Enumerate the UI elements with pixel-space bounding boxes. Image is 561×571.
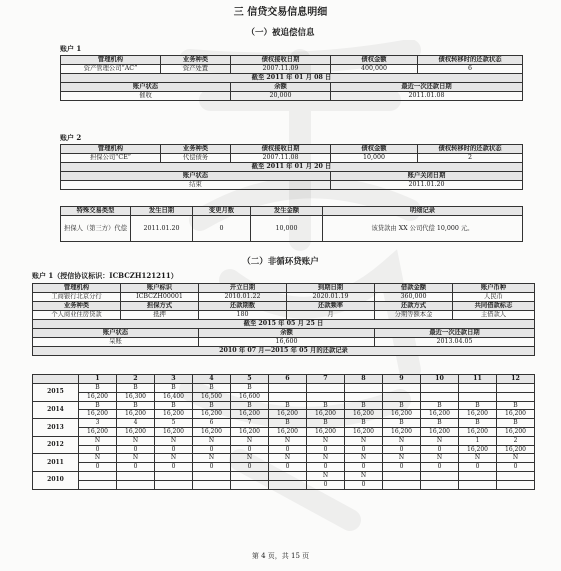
header-cell: 明细记录	[323, 207, 523, 216]
amount-cell: 16,200	[307, 427, 345, 436]
header-cell: 还款期数	[199, 302, 287, 311]
header-cell: 账户标识	[121, 284, 199, 293]
status-cell: N	[269, 436, 307, 445]
status-cell: B	[307, 401, 345, 410]
amount-cell: 0	[231, 445, 269, 454]
header-cell: 债权转移时的还款状态	[418, 145, 523, 154]
status-cell: N	[117, 436, 155, 445]
header-cell: 账户关闭日期	[331, 172, 523, 181]
status-cell: N	[193, 436, 231, 445]
amount-cell: 0	[155, 445, 193, 454]
amount-cell: 16,200	[421, 410, 459, 419]
data-cell: 个人商业住房贷款	[33, 311, 121, 320]
status-cell: N	[307, 454, 345, 463]
status-cell	[231, 471, 269, 480]
header-cell: 业务种类	[161, 56, 231, 65]
status-cell: B	[79, 401, 117, 410]
header-cell: 还款频率	[287, 302, 375, 311]
status-cell	[383, 384, 421, 393]
as-of-date: 截至 2011 年 01 月 20 日	[61, 163, 523, 172]
as-of-date: 截至 2011 年 01 月 08 日	[61, 74, 523, 83]
month-header: 6	[269, 375, 307, 384]
year-amount-row	[33, 463, 535, 472]
data-cell: 代偿债务	[161, 154, 231, 163]
year-status-row	[33, 471, 535, 480]
amount-cell: 16,200	[307, 410, 345, 419]
header-cell: 变更月数	[193, 207, 251, 216]
amount-cell	[117, 480, 155, 489]
status-cell: B	[497, 401, 535, 410]
header-cell: 业务种类	[161, 145, 231, 154]
header-cell: 发生金额	[251, 207, 323, 216]
status-cell: 7	[231, 419, 269, 428]
status-cell: 5	[155, 419, 193, 428]
status-cell: N	[383, 454, 421, 463]
amount-cell: 0	[345, 445, 383, 454]
amount-cell	[421, 392, 459, 401]
amount-cell	[79, 480, 117, 489]
amount-cell: 0	[307, 480, 345, 489]
header-cell: 余额	[199, 329, 375, 338]
status-cell	[497, 471, 535, 480]
status-cell: B	[421, 401, 459, 410]
amount-cell: 0	[231, 463, 269, 472]
status-cell: B	[421, 419, 459, 428]
status-cell: N	[79, 436, 117, 445]
header-cell: 开立日期	[199, 284, 287, 293]
amount-cell: 0	[269, 463, 307, 472]
header-cell: 最近一次还款日期	[331, 83, 523, 92]
header-cell: 借款金额	[375, 284, 453, 293]
amount-cell: 0	[307, 463, 345, 472]
month-header: 1	[79, 375, 117, 384]
status-cell: B	[155, 401, 193, 410]
year-label: 2013	[33, 419, 79, 437]
status-cell: 1	[459, 436, 497, 445]
header-cell: 还款方式	[375, 302, 453, 311]
status-cell: B	[117, 401, 155, 410]
status-cell: B	[269, 419, 307, 428]
status-cell: 6	[193, 419, 231, 428]
section-title: 三 信贷交易信息明细	[233, 7, 328, 18]
year-label: 2014	[33, 401, 79, 419]
page-footer: 第 4 页，共 15 页	[251, 552, 310, 560]
data-cell: 2	[418, 154, 523, 163]
status-cell: B	[345, 401, 383, 410]
year-amount-row	[33, 445, 535, 454]
status-cell	[307, 384, 345, 393]
status-cell: B	[193, 401, 231, 410]
status-cell	[383, 471, 421, 480]
year-status-row	[33, 436, 535, 445]
amount-cell	[269, 392, 307, 401]
status-cell: B	[79, 384, 117, 393]
amount-cell: 0	[117, 463, 155, 472]
year-label: 2011	[33, 454, 79, 472]
amount-cell: 0	[79, 463, 117, 472]
status-cell: B	[345, 419, 383, 428]
status-cell	[269, 384, 307, 393]
status-cell	[459, 471, 497, 480]
year-amount-row	[33, 392, 535, 401]
amount-cell: 16,200	[383, 427, 421, 436]
header-cell: 管理机构	[61, 56, 161, 65]
data-cell: 2020.01.19	[287, 293, 375, 302]
year-status-row	[33, 419, 535, 428]
month-header: 3	[155, 375, 193, 384]
amount-cell: 16,200	[155, 410, 193, 419]
amount-cell	[345, 392, 383, 401]
data-cell: 6	[418, 65, 523, 74]
status-cell: N	[307, 436, 345, 445]
data-cell: 180	[199, 311, 287, 320]
status-cell: N	[155, 454, 193, 463]
amount-cell	[497, 480, 535, 489]
amount-cell: 16,200	[459, 410, 497, 419]
amount-cell: 16,400	[155, 392, 193, 401]
status-cell: B	[231, 401, 269, 410]
status-cell	[117, 471, 155, 480]
data-cell: 400,000	[331, 65, 418, 74]
amount-cell	[459, 480, 497, 489]
amount-cell	[269, 480, 307, 489]
month-header: 12	[497, 375, 535, 384]
status-cell: B	[497, 419, 535, 428]
data-cell: 月	[287, 311, 375, 320]
data-cell: 担保人（第三方）代偿	[61, 216, 131, 242]
header-cell: 管理机构	[33, 284, 121, 293]
status-cell: N	[345, 454, 383, 463]
amount-cell: 0	[193, 463, 231, 472]
part1-title: （一）被追偿信息	[246, 28, 315, 38]
amount-cell: 0	[155, 463, 193, 472]
data-cell: 0	[193, 216, 251, 242]
month-header: 2	[117, 375, 155, 384]
header-cell: 担保方式	[121, 302, 199, 311]
status-cell: B	[383, 401, 421, 410]
data-cell: 20,000	[231, 92, 331, 101]
data-cell: 催收	[61, 92, 231, 101]
data-cell: ICBCZH00001	[121, 293, 199, 302]
year-label: 2015	[33, 384, 79, 402]
amount-cell: 0	[345, 463, 383, 472]
status-cell: 4	[117, 419, 155, 428]
year-status-row	[33, 454, 535, 463]
status-cell: N	[307, 471, 345, 480]
data-cell: 2011.01.20	[131, 216, 193, 242]
data-cell: 2011.01.08	[331, 92, 523, 101]
data-cell: 2011.01.20	[331, 181, 523, 190]
amount-cell: 16,200	[193, 410, 231, 419]
amount-cell: 16,200	[117, 427, 155, 436]
data-cell: 该贷款由 XX 公司代偿 10,000 元。	[323, 216, 523, 242]
status-cell: N	[345, 436, 383, 445]
header-cell: 账户状态	[33, 329, 199, 338]
amount-cell: 0	[193, 445, 231, 454]
status-cell: N	[459, 454, 497, 463]
data-cell: 抵押	[121, 311, 199, 320]
loan-account-table	[32, 283, 535, 356]
amount-cell	[497, 392, 535, 401]
header-cell: 账户状态	[61, 83, 231, 92]
status-cell	[421, 471, 459, 480]
special-transaction-table	[60, 206, 523, 242]
status-cell: N	[383, 436, 421, 445]
account2-label: 账户 2	[60, 133, 82, 142]
status-cell	[421, 384, 459, 393]
data-cell: 人民币	[453, 293, 535, 302]
month-header-row	[33, 375, 535, 384]
status-cell: N	[231, 454, 269, 463]
data-cell: 结束	[61, 181, 331, 190]
amount-cell: 16,600	[231, 392, 269, 401]
status-cell	[459, 384, 497, 393]
status-cell: B	[231, 384, 269, 393]
amount-cell	[383, 480, 421, 489]
data-cell: 工商银行北京分行	[33, 293, 121, 302]
status-cell: B	[383, 419, 421, 428]
amount-cell: 16,200	[79, 410, 117, 419]
amount-cell: 16,200	[345, 410, 383, 419]
status-cell	[193, 471, 231, 480]
amount-cell: 0	[421, 445, 459, 454]
status-cell: N	[79, 454, 117, 463]
status-cell	[345, 384, 383, 393]
amount-cell: 0	[459, 463, 497, 472]
header-cell: 债权接收日期	[231, 145, 331, 154]
status-cell: N	[421, 436, 459, 445]
repayment-record-grid	[32, 374, 535, 490]
data-cell: 2010.01.22	[199, 293, 287, 302]
data-cell: 资产管理公司“AC”	[61, 65, 161, 74]
amount-cell: 16,300	[117, 392, 155, 401]
year-amount-row	[33, 410, 535, 419]
data-cell: 2007.11.09	[231, 65, 331, 74]
status-cell: N	[421, 454, 459, 463]
year-label: 2010	[33, 471, 79, 489]
amount-cell: 0	[79, 445, 117, 454]
amount-cell: 16,200	[421, 427, 459, 436]
month-header: 8	[345, 375, 383, 384]
status-cell: N	[345, 471, 383, 480]
status-cell: B	[459, 401, 497, 410]
data-cell: 担保公司“CE”	[61, 154, 161, 163]
data-cell: 10,000	[331, 154, 418, 163]
year-amount-row	[33, 480, 535, 489]
amount-cell: 0	[307, 445, 345, 454]
amount-cell: 16,200	[231, 427, 269, 436]
amount-cell	[193, 480, 231, 489]
amount-cell: 0	[269, 445, 307, 454]
status-cell: N	[269, 454, 307, 463]
status-cell: 2	[497, 436, 535, 445]
status-cell: B	[117, 384, 155, 393]
header-cell: 余额	[231, 83, 331, 92]
amount-cell: 0	[497, 463, 535, 472]
year-status-row	[33, 384, 535, 393]
month-header: 4	[193, 375, 231, 384]
data-cell: 2013.04.05	[375, 338, 535, 347]
amount-cell: 0	[117, 445, 155, 454]
header-cell: 账户状态	[61, 172, 331, 181]
amount-cell: 16,200	[383, 410, 421, 419]
status-cell: N	[497, 454, 535, 463]
amount-cell	[231, 480, 269, 489]
status-cell: 3	[79, 419, 117, 428]
header-cell: 账户币种	[453, 284, 535, 293]
amount-cell: 16,200	[193, 427, 231, 436]
header-cell: 债权金额	[331, 56, 418, 65]
amount-cell	[307, 392, 345, 401]
status-cell: N	[193, 454, 231, 463]
amount-cell	[459, 392, 497, 401]
amount-cell: 16,500	[193, 392, 231, 401]
header-cell: 特殊交易类型	[61, 207, 131, 216]
data-cell: 主借款人	[453, 311, 535, 320]
data-cell: 分期等额本金	[375, 311, 453, 320]
status-cell: B	[193, 384, 231, 393]
status-cell	[155, 471, 193, 480]
amount-cell: 16,200	[497, 445, 535, 454]
data-cell: 10,000	[251, 216, 323, 242]
account2-table	[60, 144, 523, 190]
status-cell: B	[307, 419, 345, 428]
status-cell	[269, 471, 307, 480]
status-cell: B	[459, 419, 497, 428]
header-cell: 债权转移时的还款状态	[418, 56, 523, 65]
amount-cell: 16,200	[497, 410, 535, 419]
part2-title: （二）非循环贷账户	[242, 257, 319, 267]
amount-cell	[421, 480, 459, 489]
amount-cell: 0	[421, 463, 459, 472]
corner-cell	[33, 375, 79, 384]
header-cell: 债权金额	[331, 145, 418, 154]
data-cell: 资产处置	[161, 65, 231, 74]
month-header: 9	[383, 375, 421, 384]
amount-cell: 16,200	[345, 427, 383, 436]
year-amount-row	[33, 427, 535, 436]
amount-cell: 16,200	[79, 427, 117, 436]
account1-table	[60, 55, 523, 101]
header-cell: 发生日期	[131, 207, 193, 216]
amount-cell: 16,200	[79, 392, 117, 401]
amount-cell: 16,200	[269, 427, 307, 436]
status-cell	[497, 384, 535, 393]
account1-label: 账户 1	[60, 44, 82, 53]
data-cell: 2007.11.08	[231, 154, 331, 163]
amount-cell: 16,200	[231, 410, 269, 419]
status-cell: N	[155, 436, 193, 445]
amount-cell	[383, 392, 421, 401]
header-cell: 最近一次还款日期	[375, 329, 535, 338]
month-header: 11	[459, 375, 497, 384]
amount-cell: 0	[383, 463, 421, 472]
data-cell: 呆账	[33, 338, 199, 347]
header-cell: 业务种类	[33, 302, 121, 311]
amount-cell: 16,200	[155, 427, 193, 436]
amount-cell: 0	[383, 445, 421, 454]
status-cell: B	[155, 384, 193, 393]
part2-account-label: 账户 1（授信协议标识：ICBCZH121211）	[32, 271, 178, 280]
header-cell: 共同借款标志	[453, 302, 535, 311]
as-of-date: 截至 2015 年 05 月 25 日	[33, 320, 535, 329]
amount-cell: 16,200	[459, 445, 497, 454]
data-cell: 360,000	[375, 293, 453, 302]
data-cell: 16,600	[199, 338, 375, 347]
header-cell: 债权接收日期	[231, 56, 331, 65]
year-label: 2012	[33, 436, 79, 454]
amount-cell: 16,200	[269, 410, 307, 419]
repayment-record-title: 2010 年 07 月—2015 年 05 月的还款记录	[33, 347, 535, 356]
status-cell: N	[117, 454, 155, 463]
status-cell: N	[231, 436, 269, 445]
month-header: 10	[421, 375, 459, 384]
amount-cell: 16,200	[497, 427, 535, 436]
status-cell: B	[269, 401, 307, 410]
year-status-row	[33, 401, 535, 410]
header-cell: 到期日期	[287, 284, 375, 293]
month-header: 7	[307, 375, 345, 384]
header-cell: 管理机构	[61, 145, 161, 154]
month-header: 5	[231, 375, 269, 384]
amount-cell: 16,200	[117, 410, 155, 419]
amount-cell: 16,200	[459, 427, 497, 436]
amount-cell	[155, 480, 193, 489]
amount-cell: 0	[345, 480, 383, 489]
status-cell	[79, 471, 117, 480]
